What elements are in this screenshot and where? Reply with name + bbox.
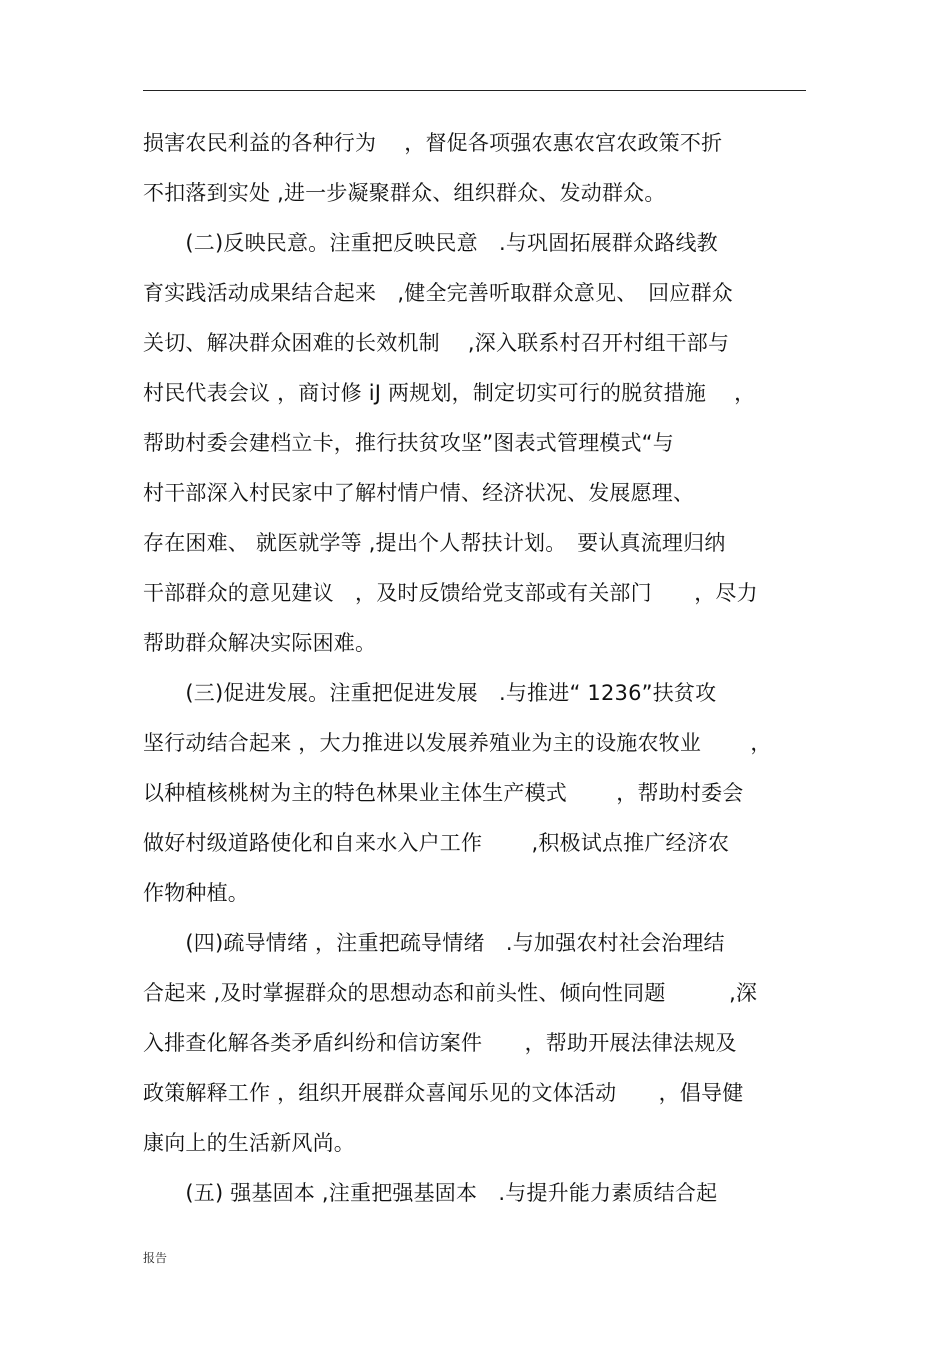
- text-line: (五) 强基固本 ,注重把强基固本 .与提升能力素质结合起: [143, 1181, 718, 1205]
- text-line: 合起来 ,及时掌握群众的思想动态和前头性、倾向性同题 ,深: [143, 981, 758, 1005]
- text-line: 损害农民利益的各种行为 ，督促各项强农惠农宫农政策不折: [143, 131, 723, 155]
- text-line: (三)促进发展。注重把促进发展 .与推进“ 1236”扶贫攻: [143, 681, 717, 705]
- text-line: 村干部深入村民家中了解村情户情、经济状况、发展愿理、: [143, 481, 695, 505]
- text-line: 帮助群众解决实际困难。: [143, 631, 377, 655]
- text-line: 作物种植。: [143, 881, 249, 905]
- text-line: 育实践活动成果结合起来 ,健全完善听取群众意见、 回应群众: [143, 281, 733, 305]
- text-line: (四)疏导情绪 ，注重把疏导情绪 .与加强农村社会治理结: [143, 931, 725, 955]
- text-line: 以种植核桃树为主的特色林果业主体生产模式 ，帮助村委会: [143, 781, 744, 805]
- text-line: 不扣落到实处 ,进一步凝聚群众、组织群众、发动群众。: [143, 181, 666, 205]
- text-line: 康向上的生活新风尚。: [143, 1131, 355, 1155]
- text-line: 入排查化解各类矛盾纠纷和信访案件 ，帮助开展法律法规及: [143, 1031, 737, 1055]
- text-line: 做好村级道路使化和自来水入户工作 ,积极试点推广经济农: [143, 831, 730, 855]
- text-line: 关切、解决群众困难的长效机制 ,深入联系村召开村组干部与: [143, 331, 730, 355]
- text-line: 干部群众的意见建议 ，及时反馈给党支部或有关部门 ，尽力: [143, 581, 758, 605]
- body-text: [143, 118, 823, 1218]
- text-line: 存在困难、 就医就学等 ,提出个人帮扶计划。 要认真流理归纳: [143, 531, 726, 555]
- text-line: 村民代表会议 ，商讨修 iJ 两规划，制定切实可行的脱贫措施 ，: [143, 381, 756, 405]
- text-line: 坚行动结合起来 ，大力推进以发展养殖业为主的设施农牧业 ，: [143, 731, 772, 755]
- text-line: 帮助村委会建档立卡，推行扶贫攻坚”图表式管理模式“与: [143, 431, 674, 455]
- footer-label: 报告: [143, 1251, 168, 1265]
- text-line: 政策解释工作 ，组织开展群众喜闻乐见的文体活动 ，倡导健: [143, 1081, 744, 1105]
- text-line: (二)反映民意。注重把反映民意 .与巩固拓展群众路线教: [143, 231, 718, 255]
- header-rule: [143, 90, 806, 91]
